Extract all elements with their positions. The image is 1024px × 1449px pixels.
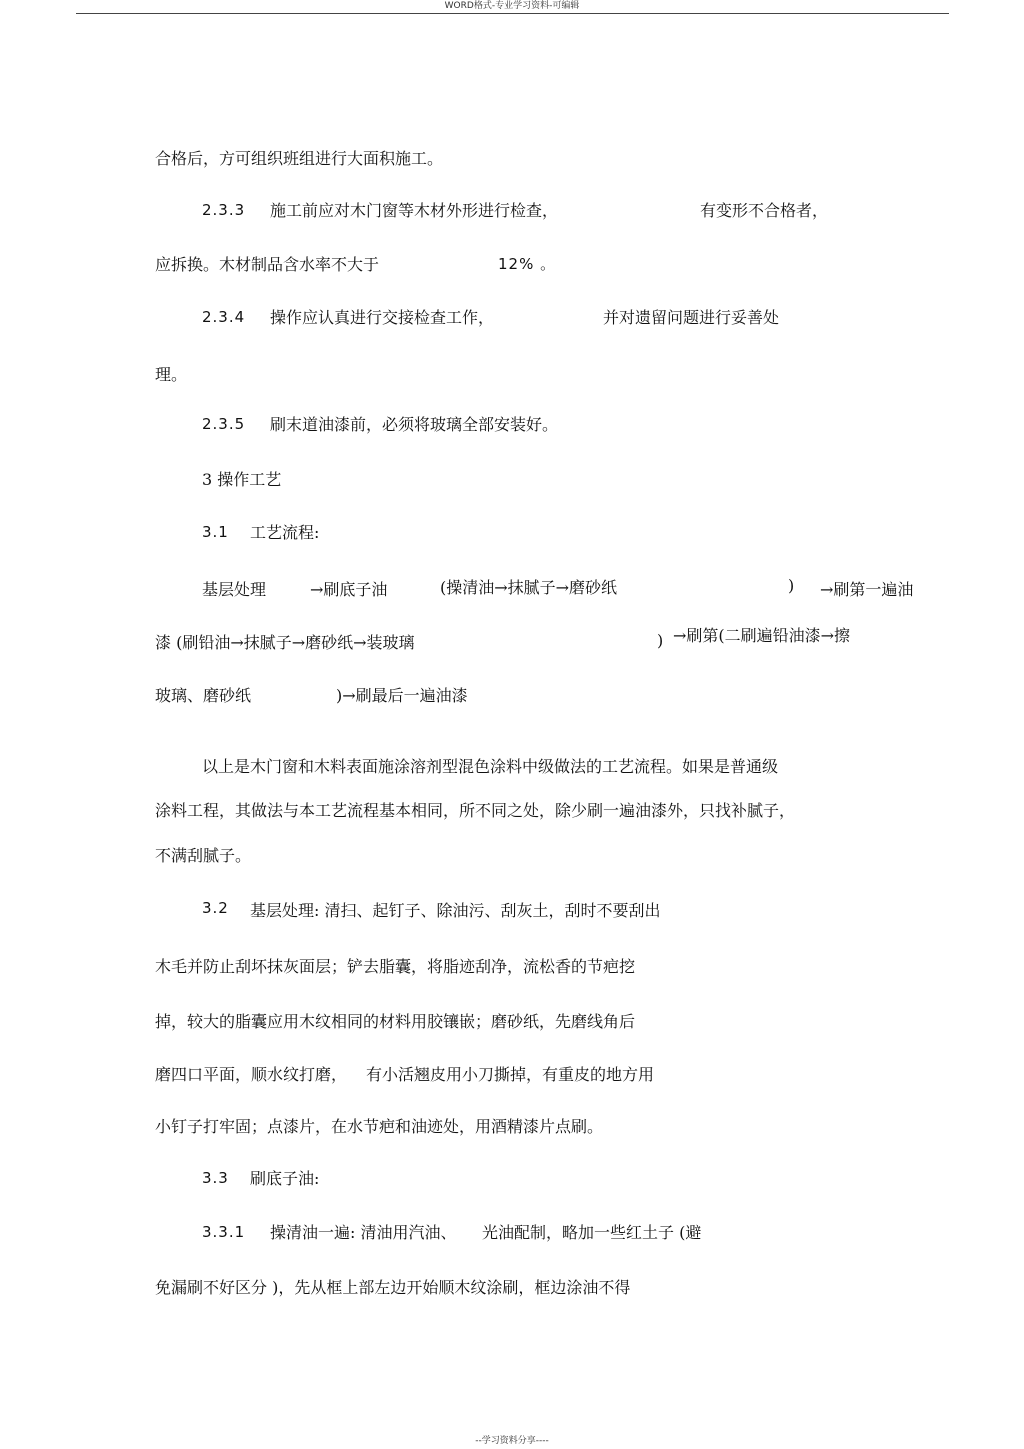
flow-line1-d: ) [788,576,795,595]
page-header: WORD格式-专业学习资料-可编辑 [444,1,580,11]
section-number-3-2: 3.2 [202,899,229,917]
section-3-3-text: 刷底子油: [250,1169,320,1188]
section-3-2-line3: 掉，较大的脂囊应用木纹相同的材料用胶镶嵌；磨砂纸，先磨线角后 [155,1012,636,1031]
section-2-3-3-text-c: 应拆换。木材制品含水率不大于 [155,255,380,274]
flow-line1-b: →刷底子油 [310,580,388,599]
page-footer: --学习资料分享---- [475,1436,549,1446]
section-3-2-line2: 木毛并防止刮坏抹灰面层；铲去脂囊，将脂迹刮净，流松香的节疤挖 [155,957,636,976]
paragraph-line2: 涂料工程，其做法与本工艺流程基本相同，所不同之处，除少刷一遍油漆外，只找补腻子， [155,801,796,820]
section-number-2-3-4: 2.3.4 [202,308,246,326]
paragraph-2-3-2-tail: 合格后，方可组织班组进行大面积施工。 [155,149,444,168]
flow-line3-a: 玻璃、磨砂纸 [155,686,252,705]
flow-line1-a: 基层处理 [202,580,267,599]
section-3-3-1-text-b: 光油配制，略加一些红土子 (避 [482,1223,702,1242]
section-2-3-3-moisture-value: 12% 。 [498,255,557,273]
section-2-3-3-text-a: 施工前应对木门窗等木材外形进行检查， [270,201,559,220]
section-3-3-1-text-a: 操清油一遍: 清油用汽油、 [270,1223,457,1242]
section-2-3-4-text-c: 理。 [155,365,188,384]
section-number-2-3-3: 2.3.3 [202,201,246,219]
section-3-1-text: 工艺流程: [250,523,320,542]
section-3-title: 3 操作工艺 [202,470,282,489]
header-rule [76,13,949,14]
section-3-2-line4: 磨四口平面，顺水纹打磨， [155,1065,348,1084]
section-3-2-line1: 基层处理: 清扫、起钉子、除油污、刮灰土，刮时不要刮出 [250,901,661,920]
section-3-2-line4-b: 有小活翘皮用小刀撕掉，有重皮的地方用 [366,1065,655,1084]
flow-line3-b: )→刷最后一遍油漆 [336,686,468,705]
flow-line2-c: →刷第(二刷遍铅油漆→擦 [673,626,851,645]
section-number-3-1: 3.1 [202,523,229,541]
flow-line1-e: →刷第一遍油 [820,580,914,599]
section-2-3-3-text-b: 有变形不合格者， [700,201,829,220]
section-3-2-line5: 小钉子打牢固；点漆片，在水节疤和油迹处，用酒精漆片点刷。 [155,1117,604,1136]
section-number-2-3-5: 2.3.5 [202,415,246,433]
flow-line1-c: (操清油→抹腻子→磨砂纸 [440,578,618,597]
paragraph-line3: 不满刮腻子。 [155,846,252,865]
section-number-3-3: 3.3 [202,1169,229,1187]
section-2-3-4-text-a: 操作应认真进行交接检查工作， [270,308,495,327]
paragraph-line1: 以上是木门窗和木料表面施涂溶剂型混色涂料中级做法的工艺流程。如果是普通级 [202,757,779,776]
section-number-3-3-1: 3.3.1 [202,1223,246,1241]
section-2-3-5-text: 刷末道油漆前，必须将玻璃全部安装好。 [270,415,559,434]
flow-line2-a: 漆 (刷铅油→抹腻子→磨砂纸→装玻璃 [155,633,415,652]
section-2-3-4-text-b: 并对遗留问题进行妥善处 [603,308,780,327]
section-3-3-1-text-c: 免漏刷不好区分 )，先从框上部左边开始顺木纹涂刷，框边涂油不得 [155,1278,631,1297]
flow-line2-b: ) [657,631,664,650]
